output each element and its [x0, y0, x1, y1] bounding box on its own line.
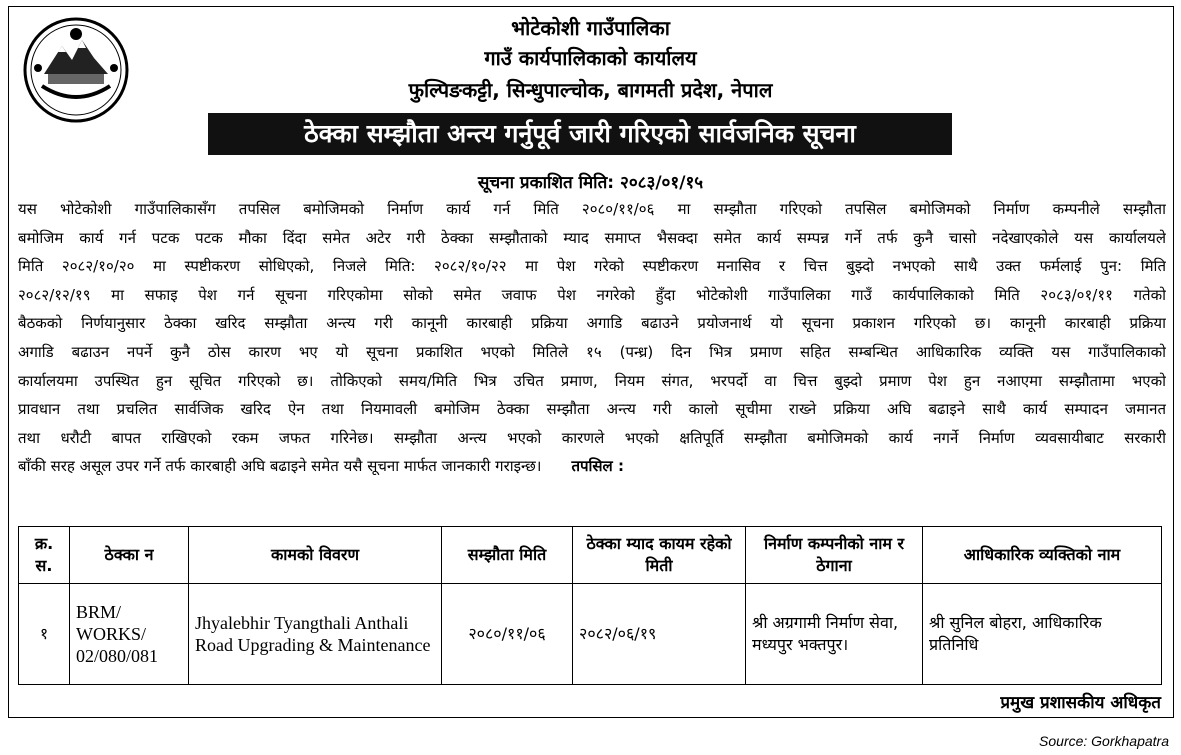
notice-body [18, 195, 1166, 481]
body-line: मिति २०८२/१०/२० मा स्पष्टीकरण सोधिएको, निजले मिति: २०८२/१०/२२ मा पेश गरेको स्पष्टीकरण मनासिव र चित्त बुझ्दो नभएको साथै उक्त फर्मलाई पुन: मिति [18, 257, 1166, 276]
body-line: तथा धरौटी बापत राखिएको रकम जफत गरिनेछ। सम्झौता अन्त्य भएको कारणले भएको क्षतिपूर्ति सम्झौता बमोजिमको कार्य नगर्ने निर्माण व्यवसायीबाट सरकारी [18, 428, 1166, 447]
cell-description: Jhyalebhir Tyangthali Anthali Road Upgrading & Maintenance [189, 584, 442, 685]
cell-company: श्री अग्रगामी निर्माण सेवा, मध्यपुर भक्तपुर। [746, 584, 923, 685]
signatory-title: प्रमुख प्रशासकीय अधिकृत [1000, 693, 1161, 713]
body-line: यस भोटेकोशी गाउँपालिकासँग तपसिल बमोजिमको निर्माण कार्य गर्न मिति २०८०/११/०६ मा सम्झौता गरिएको तपसिल बमोजिमको निर्माण कम्पनीले सम्झौता [18, 200, 1166, 218]
tapasil-label: तपसिल : [571, 457, 624, 476]
header-description: कामको विवरण [189, 527, 442, 584]
body-line: २०८२/१२/१९ मा सफाइ पेश गर्न सूचना गरिएकोमा सोको समेत जवाफ पेश नगरेको हुँदा भोटेकोशी गाउँपालिका गाउँ कार्यपालिकाको मिति २०८३/०१/११ गतेको [18, 285, 1166, 304]
header-validity: ठेक्का म्याद कायम रहेको मिती [573, 527, 746, 584]
body-line: बाँकी सरह असूल उपर गर्ने तर्फ कारबाही अघि बढाइने समेत यसै सूचना मार्फत जानकारी गराइन्छ। [18, 457, 542, 476]
header-sn: क्र. स. [19, 527, 70, 584]
header-company: निर्माण कम्पनीको नाम र ठेगाना [746, 527, 923, 584]
contract-details-table [18, 526, 1162, 685]
cell-agreement-date: २०८०/११/०६ [442, 584, 573, 685]
office-address: फुल्पिङकट्टी, सिन्धुपाल्चोक, बागमती प्रदेश, नेपाल [408, 78, 773, 102]
notice-title: ठेक्का सम्झौता अन्त्य गर्नुपूर्व जारी गरिएको सार्वजनिक सूचना [208, 113, 952, 155]
municipality-name: भोटेकोशी गाउँपालिका [511, 16, 670, 40]
body-line: बैठकको निर्णयानुसार ठेक्का खरिद सम्झौता अन्त्य गरी कानूनी कारबाही प्रक्रिया अगाडि बढाउने प्रयोजनार्थ यो सूचना प्रकाशन गरिएको छ। कानूनी कारबाही प्रक्रिया [18, 314, 1166, 333]
table-header-row [19, 527, 1162, 584]
source-credit: Source: Gorkhapatra [1039, 733, 1169, 749]
body-line: बमोजिम कार्य गर्न पटक पटक मौका दिंदा समेत अटेर गरी ठेक्का सम्झौताको म्याद समाप्त भैसक्दा समेत कार्य सम्पन्न गर्ने तर्फ कुनै चासो नदेखाएकोले यस कार्यालयले [18, 228, 1166, 247]
header-authorized: आधिकारिक व्यक्तिको नाम [923, 527, 1162, 584]
table-row [19, 584, 1162, 685]
body-line: प्रावधान तथा प्रचलित सार्वजिक खरिद ऐन तथा नियमावली बमोजिम ठेक्का सम्झौता अन्त्य गरी कालो सूचीमा राख्ने प्रक्रिया अघि बढाइने साथै कार्य सम्पादन जमानत [18, 400, 1166, 419]
cell-authorized: श्री सुनिल बोहरा, आधिकारिक प्रतिनिधि [923, 584, 1162, 685]
body-line: अगाडि बढाउन नपर्ने कुनै ठोस कारण भए यो सूचना प्रकाशित भएको मितिले १५ (पन्ध्र) दिन भित्र प्रमाण सहित सम्बन्धित आधिकारिक व्यक्ति यस गाउँपालिकाको [18, 342, 1166, 361]
cell-sn: १ [19, 584, 70, 685]
cell-validity: २०८२/०६/१९ [573, 584, 746, 685]
body-line: कार्यालयमा उपस्थित हुन सूचित गरिएको छ। तोकिएको समय/मिति भित्र उचित प्रमाण, नियम संगत, भरपर्दो वा चित्त बुझ्दो प्रमाण पेश हुन नआएमा सम्झौतामा भएको [18, 371, 1166, 390]
body-line-last [18, 452, 1166, 481]
cell-contract-no: BRM/ WORKS/ 02/080/081 [70, 584, 189, 685]
header-agreement-date: सम्झौता मिति [442, 527, 573, 584]
header-contract-no: ठेक्का न [70, 527, 189, 584]
publication-date: सूचना प्रकाशित मिति: २०८३/०१/१५ [477, 173, 704, 193]
office-name: गाउँ कार्यपालिकाको कार्यालय [484, 46, 697, 70]
